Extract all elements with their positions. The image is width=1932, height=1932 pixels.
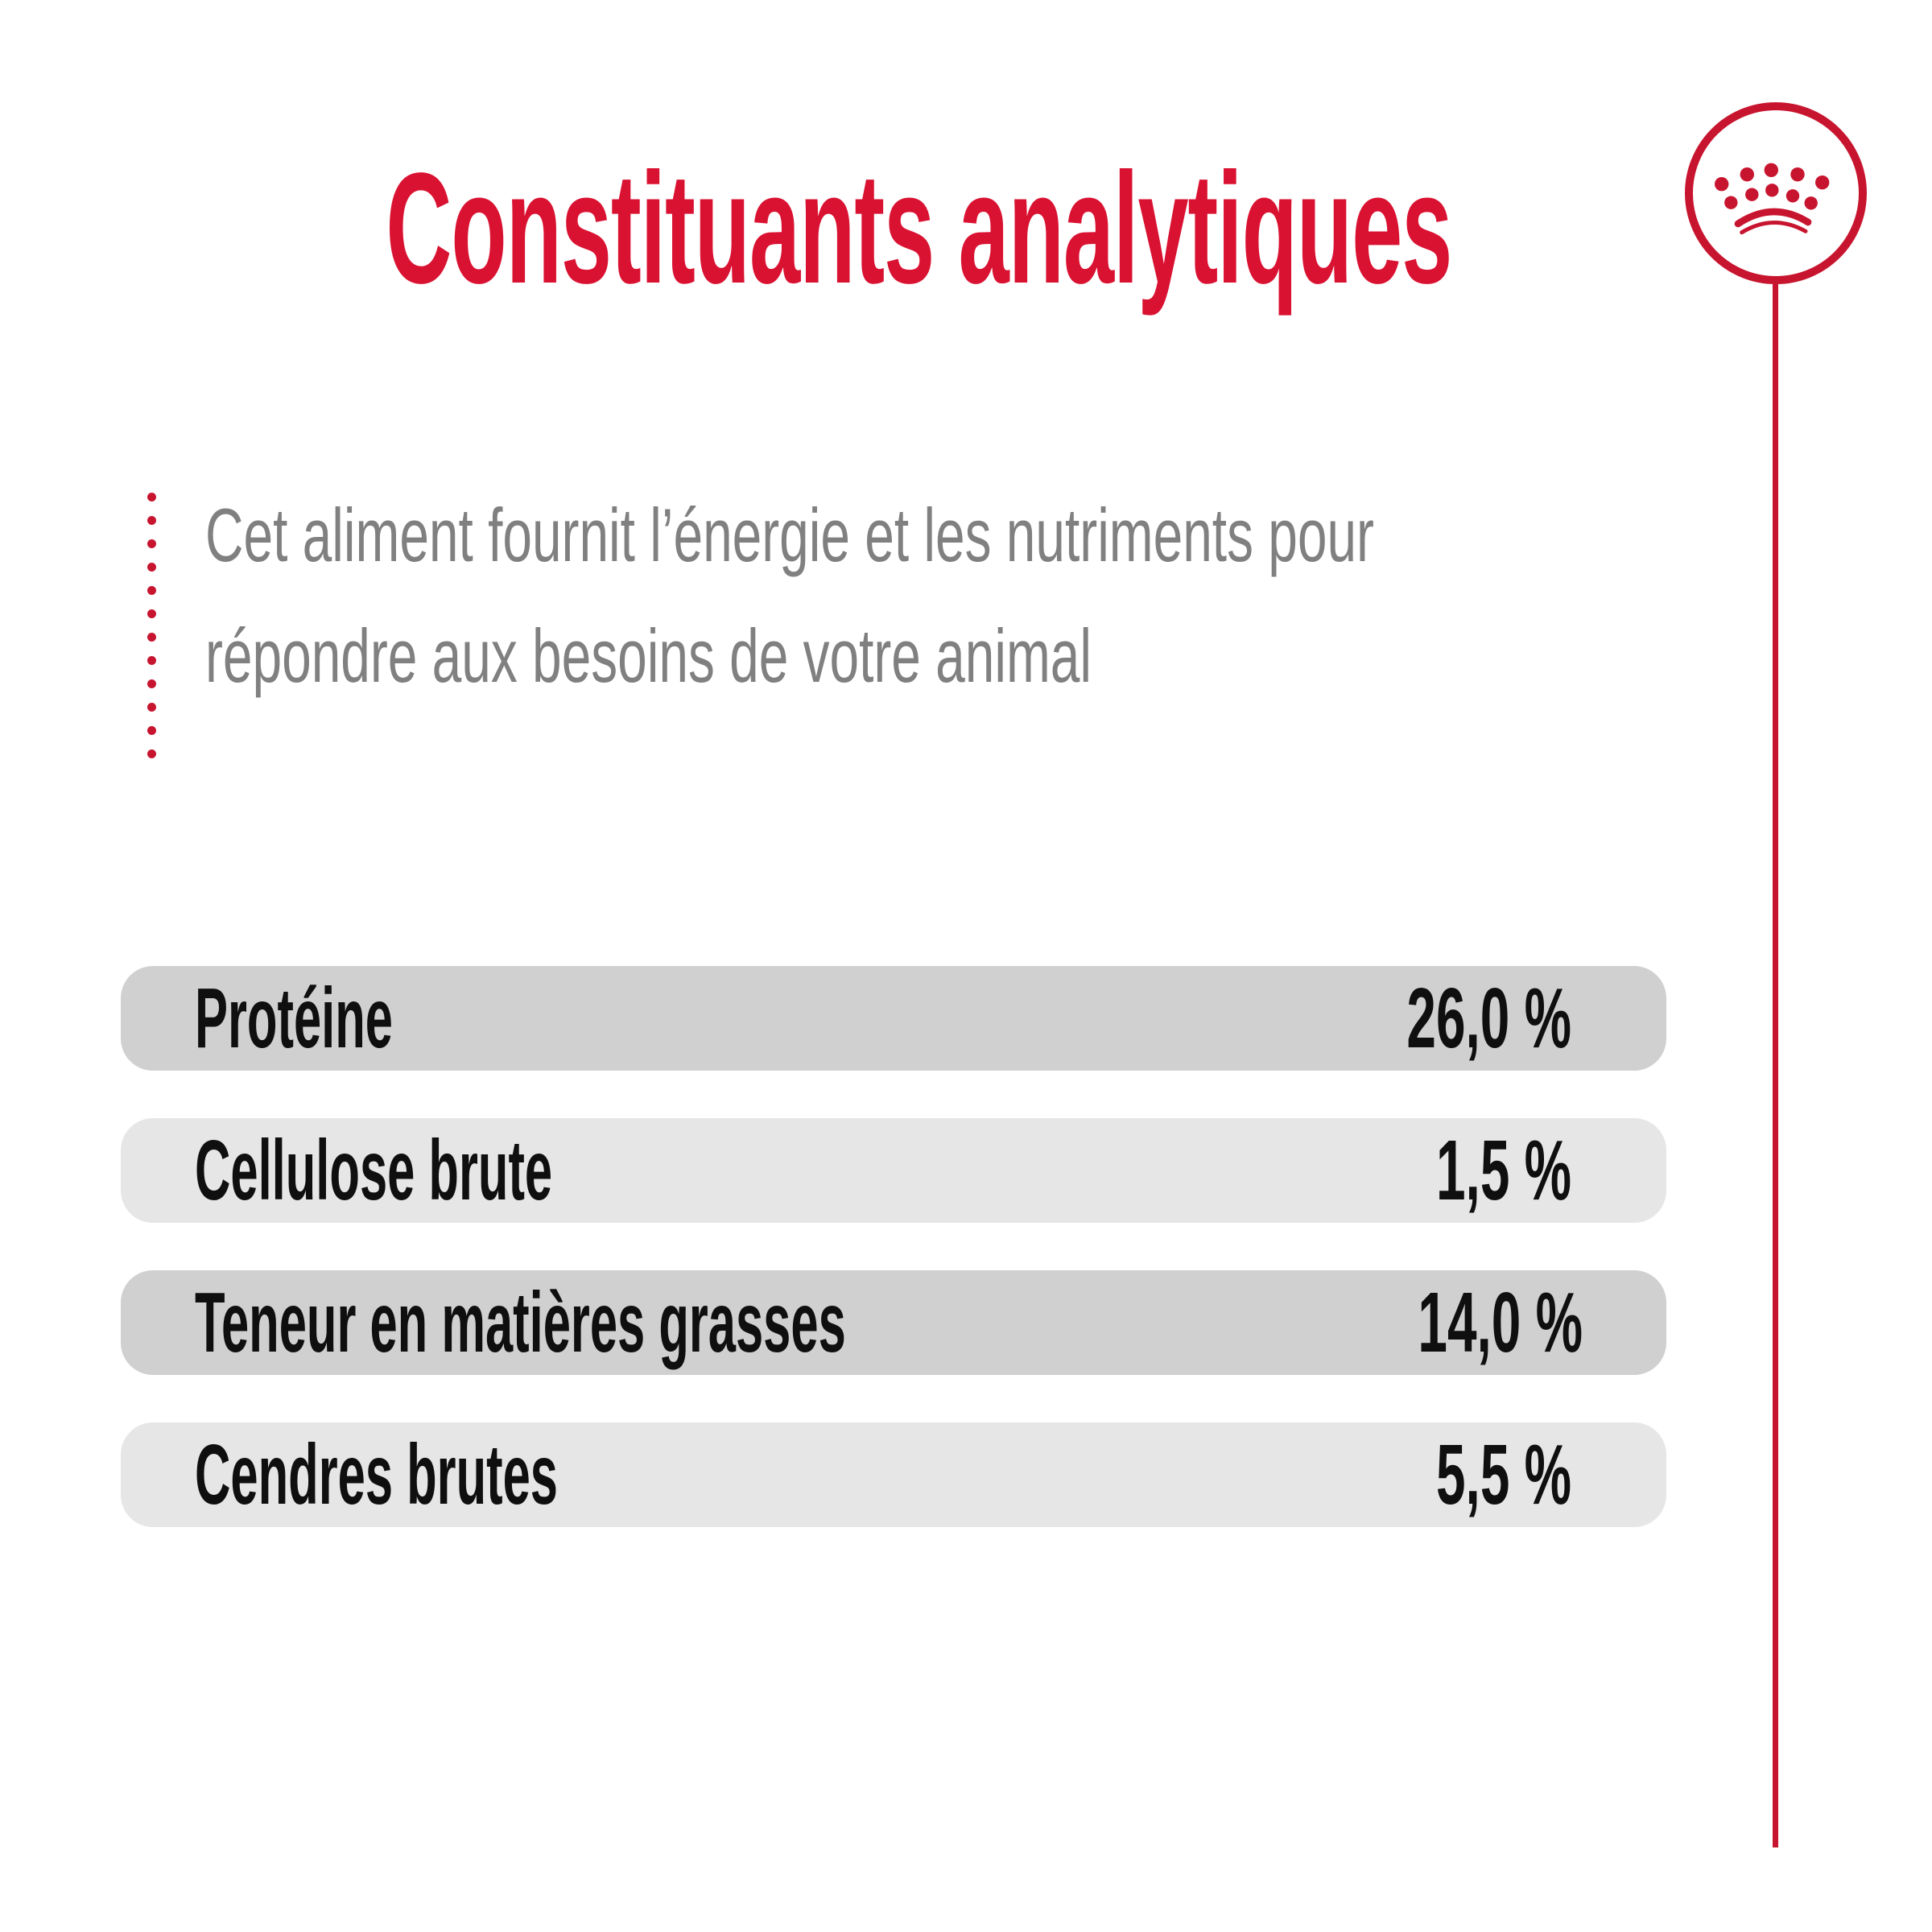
red-dot (147, 656, 156, 665)
dotted-accent-line (147, 493, 156, 758)
red-dot (147, 539, 156, 548)
nutrient-row (121, 1270, 1666, 1375)
intro-paragraph (205, 475, 1783, 716)
nutrient-value: 26,0 % (1406, 970, 1571, 1066)
nutrient-label: Cellulose brute (195, 1122, 553, 1218)
red-dot (147, 563, 156, 572)
red-dot (147, 516, 156, 525)
red-dot (147, 586, 156, 595)
intro-line-1: Cet aliment fournit l’énergie et les nutriments pour (205, 493, 1374, 577)
royal-canin-crown-icon (1704, 147, 1849, 251)
nutrient-row (121, 1422, 1666, 1527)
nutrient-label: Cendres brutes (195, 1426, 558, 1522)
nutrient-value: 14,0 % (1418, 1274, 1583, 1370)
nutrient-value: 1,5 % (1435, 1122, 1571, 1218)
intro-line-2: répondre aux besoins de votre animal (205, 613, 1092, 698)
page-title-text: Constituants analytiques (386, 140, 1452, 316)
nutrient-row (121, 966, 1666, 1071)
nutrient-value: 5,5 % (1435, 1426, 1571, 1522)
nutrient-row (121, 1118, 1666, 1223)
red-dot (147, 679, 156, 688)
red-dot (147, 749, 156, 758)
nutrient-table (121, 966, 1666, 1575)
red-dot (147, 703, 156, 712)
red-dot (147, 609, 156, 618)
nutrient-label: Protéine (195, 970, 393, 1066)
red-dot (147, 726, 156, 735)
nutrient-label: Teneur en matières grasses (195, 1274, 846, 1370)
red-dot (147, 633, 156, 642)
page-title (0, 142, 1803, 316)
red-dot (147, 493, 156, 502)
